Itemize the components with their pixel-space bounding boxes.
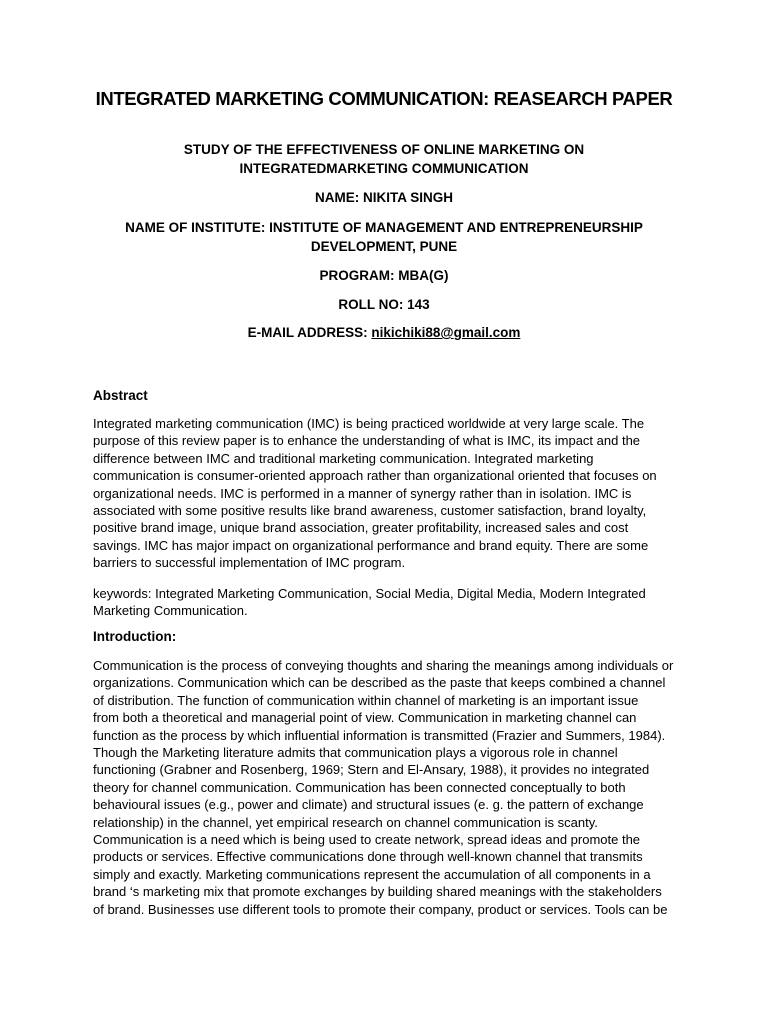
text-line: brand ‘s marketing mix that promote exchanges by building shared meanings with the stakeholders: [93, 884, 662, 900]
text-line: Marketing Communication.: [93, 603, 248, 619]
text-line: keywords: Integrated Marketing Communication, Social Media, Digital Media, Modern Integrated: [93, 586, 646, 601]
text-line: behavioural issues (e.g., power and climate) and structural issues (e. g. the pattern of exchange: [93, 797, 644, 813]
text-line: function as the process by which influential information is transmitted (Frazier and Summers, 1984).: [93, 727, 666, 743]
email-label: E-MAIL ADDRESS:: [247, 325, 372, 340]
text-line: organizational needs. IMC is performed in a manner of synergy rather than in isolation. IMC is: [93, 485, 632, 501]
institute-name: NAME OF INSTITUTE: INSTITUTE OF MANAGEMENT AND ENTREPRENEURSHIP DEVELOPMENT, PUNE: [125, 220, 643, 254]
text-line: of brand. Businesses use different tools to promote their company, product or services. Tools can be: [93, 901, 668, 917]
text-line: barriers to successful implementation of IMC program.: [93, 555, 406, 571]
text-line: Communication is the process of conveying thoughts and sharing the meanings among individuals or: [93, 658, 674, 673]
abstract-heading: Abstract: [93, 388, 148, 403]
paper-subtitle: STUDY OF THE EFFECTIVENESS OF ONLINE MARKETING ON INTEGRATEDMARKETING COMMUNICATION: [183, 142, 585, 176]
text-line: Though the Marketing literature admits that communication plays a vigorous role in channel: [93, 745, 618, 761]
program-line: PROGRAM: MBA(G): [319, 268, 449, 283]
text-line: savings. IMC has major impact on organizational performance and brand equity. There are some: [93, 537, 649, 553]
abstract-paragraph: [93, 415, 693, 572]
introduction-heading: Introduction:: [93, 629, 177, 644]
text-line: Integrated marketing communication (IMC) is being practiced worldwide at very large scale. The: [93, 416, 645, 431]
email-line: [110, 323, 658, 342]
text-line: organizations. Communication which can be described as the paste that keeps combined a channel: [93, 675, 666, 691]
text-line: functioning (Grabner and Rosenberg, 1969; Stern and El-Ansary, 1988), it provides no integrated: [93, 762, 650, 778]
text-line: positive brand image, unique brand association, greater profitability, increased sales and cost: [93, 520, 629, 536]
text-line: simply and exactly. Marketing communications represent the accumulation of all components in a: [93, 866, 651, 882]
paper-title: INTEGRATED MARKETING COMMUNICATION: REASEARCH PAPER: [95, 88, 673, 109]
text-line: communication is consumer-oriented approach rather than organizational oriented that focuses on: [93, 468, 657, 484]
text-line: products or services. Effective communications done through well-known channel that transmits: [93, 849, 643, 865]
author-name: NAME: NIKITA SINGH: [315, 190, 453, 205]
text-line: of distribution. The function of communication within channel of marketing is an important issue: [93, 692, 639, 708]
text-line: difference between IMC and traditional marketing communication. Integrated marketing: [93, 450, 594, 466]
text-line: theory for channel communication. Communication has been connected conceptually to both: [93, 779, 626, 795]
keywords-paragraph: [93, 585, 693, 620]
roll-number: ROLL NO: 143: [338, 297, 430, 312]
text-line: from both a theoretical and managerial point of view. Communication in marketing channel can: [93, 710, 637, 726]
text-line: relationship) in the channel, yet empirical research on channel communication is scanty.: [93, 814, 598, 830]
text-line: associated with some positive results like brand awareness, customer satisfaction, brand loyalty,: [93, 503, 647, 519]
text-line: purpose of this review paper is to enhance the understanding of what is IMC, its impact and the: [93, 433, 641, 449]
email-link[interactable]: nikichiki88@gmail.com: [371, 325, 521, 340]
text-line: Communication is a need which is being used to create network, spread ideas and promote the: [93, 832, 641, 848]
introduction-paragraph: [93, 657, 693, 918]
